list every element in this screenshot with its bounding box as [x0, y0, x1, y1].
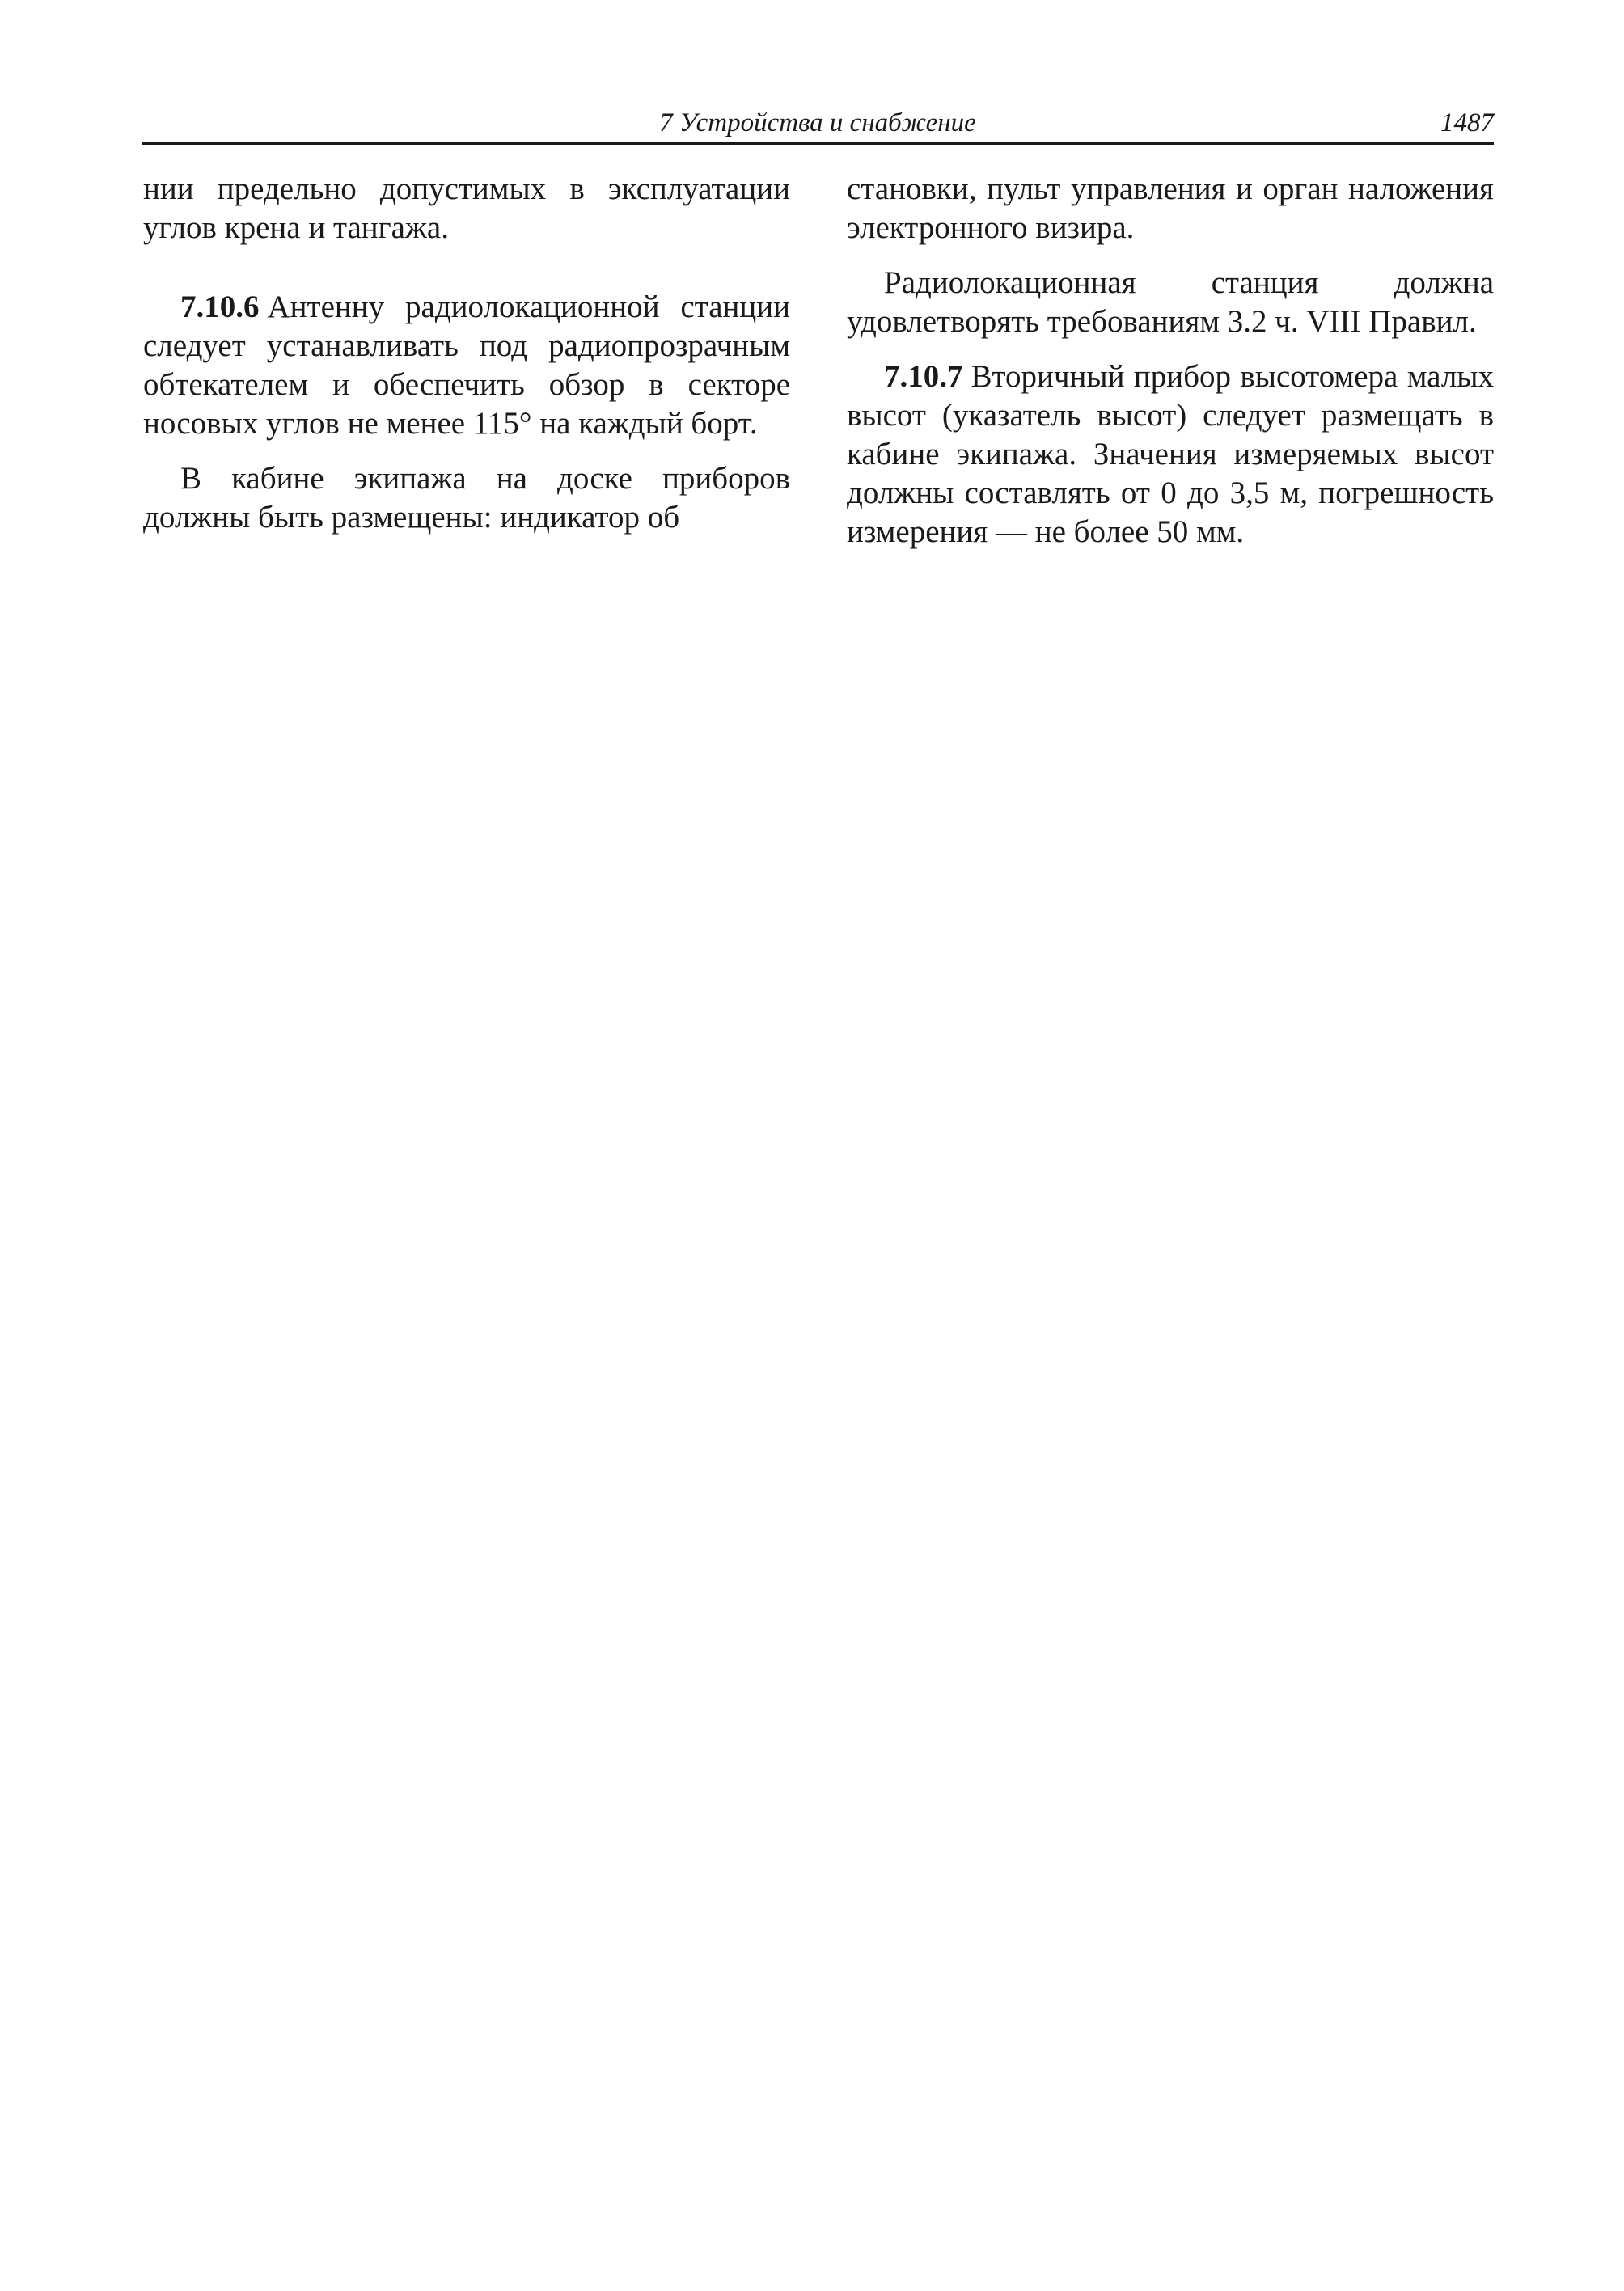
running-header — [142, 102, 1494, 145]
paragraph-text: Антенну радиолокационной станции следует устанавливать под радиопрозрачным обтекателем и обеспечить обзор в секторе носовых углов не менее 115° на каждый борт. — [143, 290, 790, 441]
paragraph-number: 7.10.6 — [180, 290, 260, 324]
paragraph-text: Вторичный прибор высотомера малых высот (указатель высот) следует размещать в кабине экипажа. Значения измеряемых высот должны составлять от 0 до 3,5 м, погрешность измерения — не более 50 мм. — [847, 359, 1494, 549]
radar-requirements-paragraph: Радиолокационная станция должна удовлетворять требованиям 3.2 ч. VIII Правил. — [847, 265, 1494, 339]
paragraph-7-10-7 — [847, 357, 1494, 552]
cockpit-instruments-paragraph: В кабине экипажа на доске приборов должны быть размещены: индикатор об — [143, 461, 790, 535]
continued-paragraph: становки, пульт управления и орган наложения электронного визира. — [847, 171, 1494, 245]
header-page-number: 1487 — [1440, 108, 1494, 137]
header-section-title: 7 Устройства и снабжение — [659, 108, 976, 137]
left-column — [143, 170, 790, 537]
continued-paragraph: нии предельно допустимых в эксплуатации углов крена и тангажа. — [143, 171, 790, 245]
right-column — [847, 170, 1494, 552]
paragraph-number: 7.10.7 — [884, 359, 963, 394]
paragraph-7-10-6 — [143, 288, 790, 443]
